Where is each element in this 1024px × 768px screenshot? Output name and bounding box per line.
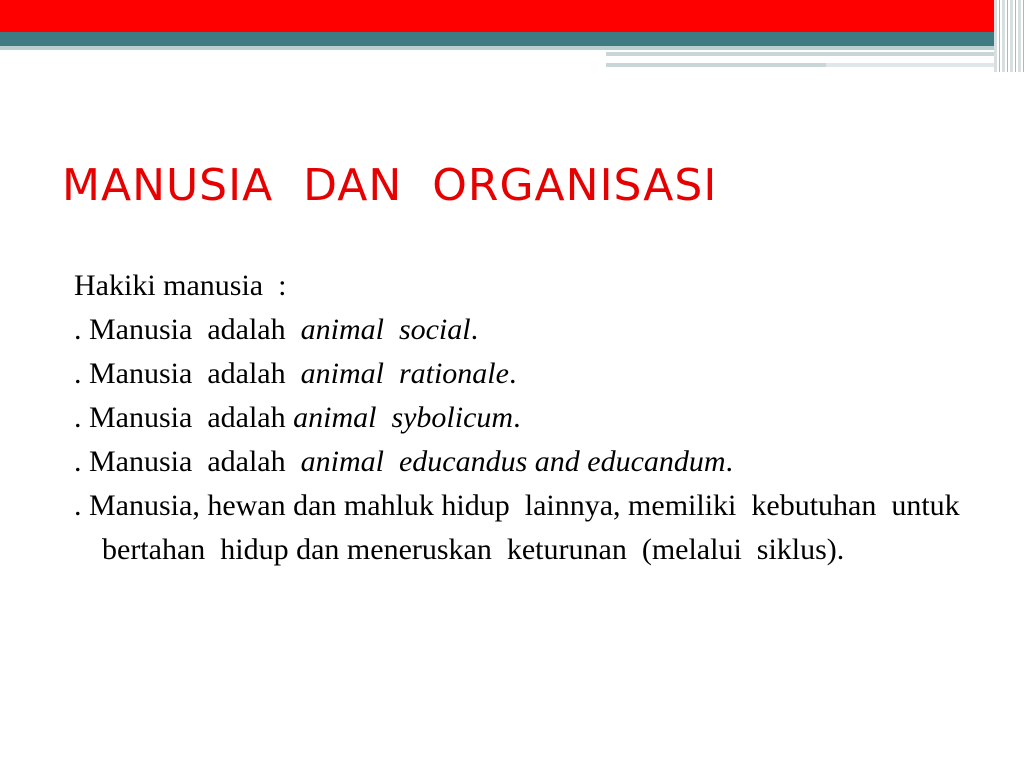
intro-line: Hakiki manusia : [74,269,287,302]
decorative-line [606,63,826,67]
point-emphasis: animal educandus and educandum [300,445,726,478]
point-suffix: . [725,445,734,478]
slide-body [74,264,994,572]
teal-accent-band-shadow [0,46,1000,50]
bullet-point [74,352,994,396]
point-emphasis: animal sybolicum [293,401,514,434]
top-red-bar [0,0,1024,32]
decorative-line [826,63,1000,67]
slide-title: MANUSIA DAN ORGANISASI [62,160,718,211]
teal-accent-band [0,32,1024,46]
point-prefix: . Manusia adalah [74,445,301,478]
closing-point: . Manusia, hewan dan mahluk hidup lainnya, memiliki kebutuhan untuk bertahan hidup dan meneruskan keturunan (melalui siklus). [74,489,968,566]
bullet-point [74,308,994,352]
point-suffix: . [470,313,479,346]
point-suffix: . [508,357,517,390]
bullet-point [74,396,994,440]
point-suffix: . [513,401,521,434]
decorative-line [606,52,1000,56]
bullet-point [74,440,882,484]
point-prefix: . Manusia adalah [74,401,294,434]
point-emphasis: animal rationale [300,357,509,390]
point-prefix: . Manusia adalah [74,357,301,390]
point-prefix: . Manusia adalah [74,313,301,346]
decorative-vertical-stripes [994,0,1024,72]
point-emphasis: animal social [300,313,471,346]
